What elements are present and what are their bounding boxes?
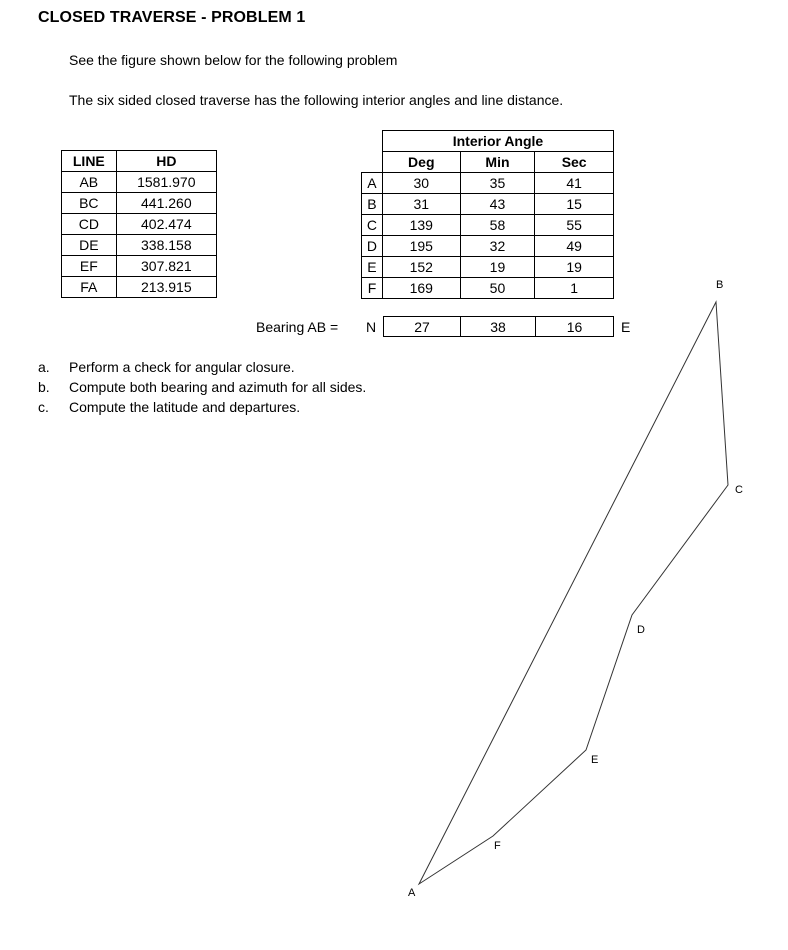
interior-angle-caption: Interior Angle bbox=[382, 131, 613, 152]
task-text: Perform a check for angular closure. bbox=[69, 359, 295, 375]
sec-cell: 19 bbox=[535, 257, 614, 278]
point-cell: A bbox=[362, 173, 383, 194]
line-cell: CD bbox=[62, 214, 117, 235]
hd-cell: 1581.970 bbox=[116, 172, 216, 193]
point-label-d: D bbox=[637, 624, 645, 636]
sec-cell: 55 bbox=[535, 215, 614, 236]
deg-cell: 169 bbox=[382, 278, 460, 299]
point-label-a: A bbox=[408, 887, 416, 899]
task-text: Compute the latitude and departures. bbox=[69, 399, 301, 415]
point-cell: C bbox=[362, 215, 383, 236]
deg-cell: 31 bbox=[382, 194, 460, 215]
point-label-e: E bbox=[591, 754, 599, 766]
intro-text-2: The six sided closed traverse has the following interior angles and line distance. bbox=[69, 92, 564, 108]
point-label-b: B bbox=[716, 279, 724, 291]
point-cell: B bbox=[362, 194, 383, 215]
line-cell: BC bbox=[62, 193, 117, 214]
line-cell: FA bbox=[62, 277, 117, 298]
min-cell: 58 bbox=[460, 215, 535, 236]
bearing-label: Bearing AB = bbox=[256, 319, 339, 335]
sec-cell: 49 bbox=[535, 236, 614, 257]
min-cell: 32 bbox=[460, 236, 535, 257]
deg-cell: 139 bbox=[382, 215, 460, 236]
sec-cell: 15 bbox=[535, 194, 614, 215]
hd-cell: 307.821 bbox=[116, 256, 216, 277]
point-cell: F bbox=[362, 278, 383, 299]
column-header-hd: HD bbox=[116, 151, 216, 172]
sec-cell: 41 bbox=[535, 173, 614, 194]
point-label-f: F bbox=[494, 840, 501, 852]
hd-cell: 402.474 bbox=[116, 214, 216, 235]
sec-cell: 1 bbox=[535, 278, 614, 299]
deg-cell: 195 bbox=[382, 236, 460, 257]
deg-cell: 152 bbox=[382, 257, 460, 278]
bearing-sec-box: 16 bbox=[535, 316, 614, 337]
min-cell: 19 bbox=[460, 257, 535, 278]
line-cell: EF bbox=[62, 256, 117, 277]
point-cell: D bbox=[362, 236, 383, 257]
hd-cell: 441.260 bbox=[116, 193, 216, 214]
task-label: c. bbox=[38, 399, 49, 415]
task-label: b. bbox=[38, 379, 50, 395]
hd-cell: 213.915 bbox=[116, 277, 216, 298]
bearing-suffix: E bbox=[621, 319, 631, 335]
point-cell: E bbox=[362, 257, 383, 278]
task-label: a. bbox=[38, 359, 50, 375]
line-cell: DE bbox=[62, 235, 117, 256]
page-title: CLOSED TRAVERSE - PROBLEM 1 bbox=[38, 9, 306, 26]
bearing-min-box: 38 bbox=[460, 316, 536, 337]
task-text: Compute both bearing and azimuth for all sides. bbox=[69, 379, 367, 395]
min-cell: 35 bbox=[460, 173, 535, 194]
min-cell: 43 bbox=[460, 194, 535, 215]
column-header-deg: Deg bbox=[382, 152, 460, 173]
line-cell: AB bbox=[62, 172, 117, 193]
column-header-min: Min bbox=[460, 152, 535, 173]
hd-cell: 338.158 bbox=[116, 235, 216, 256]
bearing-deg-box: 27 bbox=[383, 316, 461, 337]
bearing-prefix: N bbox=[366, 319, 377, 335]
column-header-sec: Sec bbox=[535, 152, 614, 173]
intro-text-1: See the figure shown below for the following problem bbox=[69, 52, 398, 68]
traverse-polygon bbox=[419, 302, 728, 884]
min-cell: 50 bbox=[460, 278, 535, 299]
deg-cell: 30 bbox=[382, 173, 460, 194]
column-header-line: LINE bbox=[62, 151, 117, 172]
point-label-c: C bbox=[735, 484, 743, 496]
